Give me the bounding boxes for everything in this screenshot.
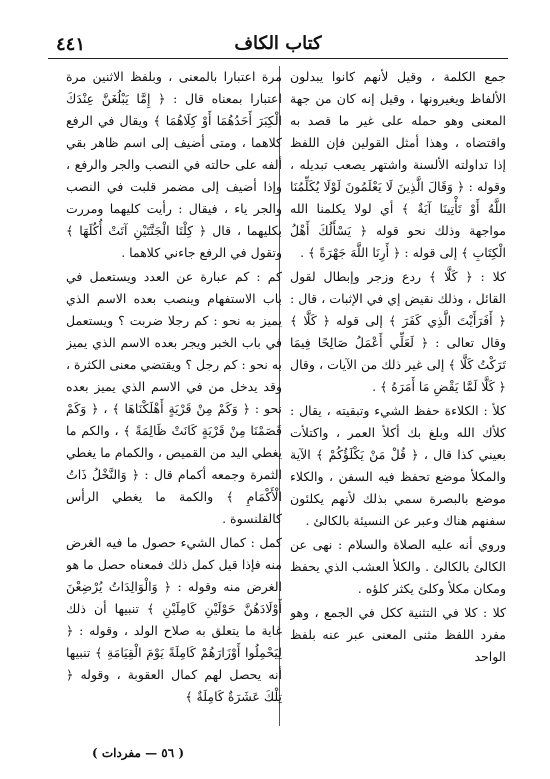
paragraph: كلا : كلا في التثنية ككل في الجمع ، وهو مفرد اللفظ مثنى المعنى عبر عنه بلفظ الواحد xyxy=(290,605,506,664)
paragraph: مرة اعتبارا بالمعنى ، وبلفظ الاثنين مرة اعتبارا بمعناه قال : ﴿ إِمَّا يَبْلُغَنَّ عِنْدَكَ الْكِبَرَ أَحَدُهُمَا أَوْ كِلَاهُمَا ﴾ ويقال في الرفع كلاهما ، ومتى أضيف إلى اسم ظاهر بقي ألفه على حالته في النصب والجر والرفع ، وإذا أضيف إلى مضمر قلبت في النصب والجر ياء ، فيقال : رأيت كليهما ومررت بكليهما ، قال ﴿ كِلْتَا الْجَنَّتَيْنِ آتَتْ أُكُلَهَا ﴾ وتقول في الرفع جاءني كلاهما . xyxy=(66,69,282,260)
page-number: ٤٤١ xyxy=(56,34,86,55)
paragraph: كلأ : الكلاءة حفظ الشيء وتبقيته ، يقال : كلأك الله وبلغ بك أكلأ العمر ، واكتلأت بعيني كذا قال ، ﴿ قُلْ مَنْ يَكْلَؤُكُمْ ﴾ الآية والمكلأ موضع تحفظ فيه السفن ، والكلاء موضع بالبصرة سمي بذلك لأنهم يكلئون سفنهم هناك وعبر عن النسيئة بالكالئ . xyxy=(290,403,506,528)
paragraph: وروي أنه عليه الصلاة والسلام : نهى عن الكالئ بالكالئ . والكلأ العشب الذي يحفظ ومكان مكلأ وكلئ يكثر كلؤه . xyxy=(290,537,506,596)
paragraph: كلا : ﴿ كَلَّا ﴾ ردع وزجر وإبطال لقول القائل ، وذلك نقيض إي في الإثبات ، قال : ﴿ أَفَرَأَيْتَ الَّذِي كَفَرَ ﴾ إلى قوله ﴿ كَلَّا ﴾ وقال تعالى : ﴿ لَعَلِّي أَعْمَلُ صَالِحًا فِيمَا تَرَكْتُ كَلَّا ﴾ إلى غير ذلك من الآيات ، وقال ﴿ كَلَّا لَمَّا يَقْضِ مَا أَمَرَهُ ﴾ . xyxy=(290,269,506,394)
page-footer-signature: ( ٥٦ — مفردات ) xyxy=(91,746,185,760)
page-title: كتاب الكاف xyxy=(234,33,322,54)
left-text-column xyxy=(66,66,282,726)
paragraph: كمل : كمال الشيء حصول ما فيه الغرض منه فإذا قيل كمل ذلك فمعناه حصل ما هو الغرض منه وقوله : ﴿ وَالْوَالِدَاتُ يُرْضِعْنَ أَوْلَادَهُنَّ حَوْلَيْنِ كَامِلَيْنِ ﴾ تنبيها أن ذلك غاية ما يتعلق به صلاح الولد ، وقوله : ﴿ لِيَحْمِلُوا أَوْزَارَهُمْ كَامِلَةً يَوْمَ الْقِيَامَةِ ﴾ تنبيها أنه يحصل لهم كمال العقوبة ، وقوله ﴿ تِلْكَ عَشَرَةٌ كَامِلَةٌ ﴾ xyxy=(66,535,282,704)
page-header xyxy=(48,32,508,59)
right-text-column xyxy=(290,66,506,726)
paragraph: جمع الكلمة ، وقيل لأنهم كانوا يبدلون الألفاظ ويغيرونها ، وقيل إنه كان من جهة المعنى وهو حمله على غير ما قصد به واقتضاه ، وهذا أمثل القولين فإن اللفظ إذا تداولته الألسنة واشتهر يصعب تبديله ، وقوله : ﴿ وَقَالَ الَّذِينَ لَا يَعْلَمُونَ لَوْلَا يُكَلِّمُنَا اللَّهُ أَوْ تَأْتِينَا آيَةٌ ﴾ أي لولا يكلمنا الله مواجهة وذلك نحو قوله ﴿ يَسْأَلُكَ أَهْلُ الْكِتَابِ ﴾ إلى قوله : ﴿ أَرِنَا اللَّهَ جَهْرَةً ﴾ . xyxy=(290,69,506,260)
paragraph: كم : كم عبارة عن العدد ويستعمل في باب الاستفهام وينصب بعده الاسم الذي يميز به نحو : كم رجلا ضربت ؟ ويستعمل في باب الخبر ويجر بعده الاسم الذي يميز به نحو : كم رجل ؟ ويقتضي معنى الكثرة ، وقد يدخل من في الاسم الذي يميز بعده نحو : ﴿ وَكَمْ مِنْ قَرْيَةٍ أَهْلَكْنَاهَا ﴾ ، ﴿ وَكَمْ قَصَمْنَا مِنْ قَرْيَةٍ كَانَتْ ظَالِمَةً ﴾ ، والكم ما يغطي اليد من القميص ، والكمام ما يغطي الثمرة وجمعه أكمام قال : ﴿ وَالنَّخْلُ ذَاتُ الْأَكْمَامِ ﴾ والكمة ما يغطي الرأس كالقلنسوة . xyxy=(66,269,282,526)
